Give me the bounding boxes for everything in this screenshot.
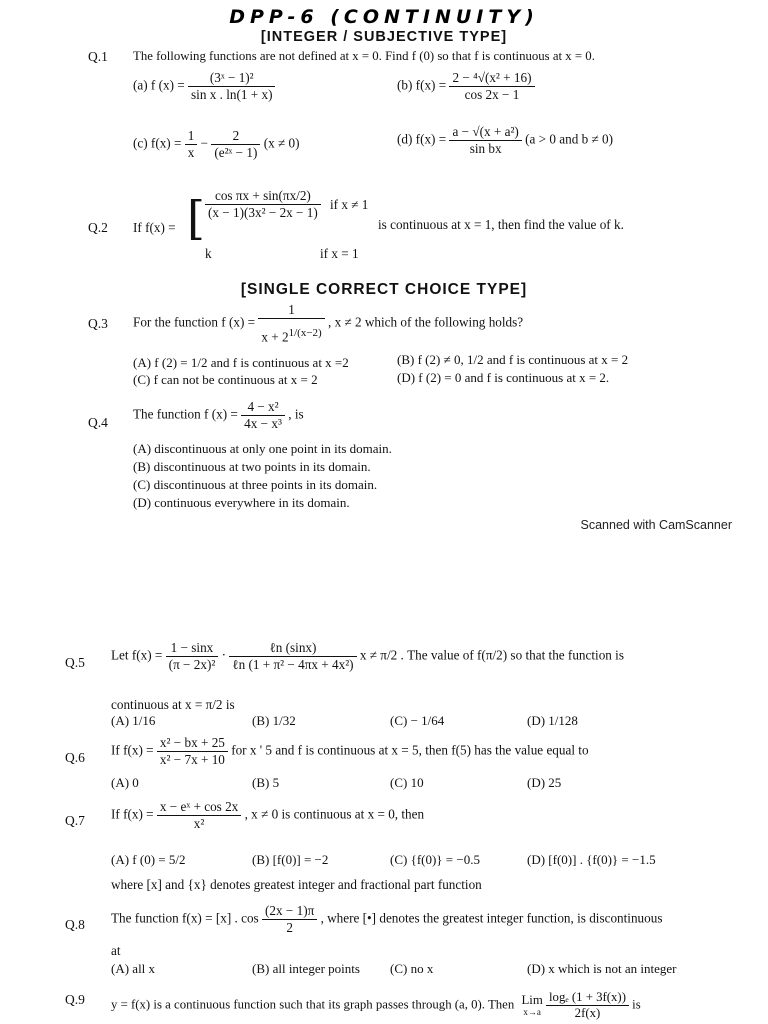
part-label: (d) f(x) = xyxy=(397,131,447,147)
numerator: x² − bx + 25 xyxy=(159,735,225,750)
question-number: Q.3 xyxy=(88,316,108,331)
q2-case1-condition: if x ≠ 1 xyxy=(330,197,369,212)
stem-text: y = f(x) is a continuous function such that its graph passes through (a, 0). Then xyxy=(111,997,515,1012)
stem-text: If f(x) = xyxy=(111,742,154,758)
denominator: 2 xyxy=(262,919,317,936)
fraction xyxy=(166,640,219,673)
numerator: 2 xyxy=(232,128,240,143)
numerator: (2x − 1)π xyxy=(265,903,315,918)
numerator: 1 xyxy=(288,302,295,317)
fraction xyxy=(211,128,260,161)
q2-k: k xyxy=(205,246,212,261)
option-c: (C) {f(0)} = −0.5 xyxy=(390,852,480,867)
stem-text: The function f(x) = [x] . cos xyxy=(111,910,259,926)
option-d: (D) continuous everywhere in its domain. xyxy=(133,495,350,510)
fraction xyxy=(229,640,356,673)
q1-part-d xyxy=(397,124,613,157)
question-number: Q.6 xyxy=(65,750,85,765)
numerator: (3ˣ − 1)² xyxy=(209,70,254,85)
denominator: cos 2x − 1 xyxy=(449,86,534,103)
denominator: sin x . ln(1 + x) xyxy=(188,86,275,103)
option-a: (A) all x xyxy=(111,961,156,976)
numerator: 4 − x² xyxy=(247,399,279,414)
stem-text: , x ≠ 2 which of the following holds? xyxy=(327,314,524,330)
option-b: (B) discontinuous at two points in its domain. xyxy=(133,459,371,474)
numerator: logₑ (1 + 3f(x)) xyxy=(549,990,626,1004)
stem-text: For the function f (x) = xyxy=(133,314,256,330)
option-a: (A) 1/16 xyxy=(111,713,156,728)
q2-case2-condition: if x = 1 xyxy=(320,246,359,261)
limit-operator xyxy=(521,994,542,1017)
numerator: 1 xyxy=(187,128,195,143)
option-c: (C) f can not be continuous at x = 2 xyxy=(133,372,318,387)
q6-stem xyxy=(111,735,589,768)
question-number: Q.8 xyxy=(65,917,85,932)
option-a: (A) discontinuous at only one point in its domain. xyxy=(133,441,392,456)
question-number: Q.7 xyxy=(65,813,85,828)
question-number: Q.5 xyxy=(65,655,85,670)
condition: (a > 0 and b ≠ 0) xyxy=(525,131,614,147)
option-a: (A) f (2) = 1/2 and f is continuous at x =2 xyxy=(133,355,349,370)
q5-line2: continuous at x = π/2 is xyxy=(111,697,235,712)
q1-part-a xyxy=(133,70,275,103)
minus-sign: − xyxy=(200,135,209,151)
question-number: Q.9 xyxy=(65,992,85,1007)
q3-stem xyxy=(133,302,523,345)
q2-lead: If f(x) = xyxy=(133,220,176,235)
option-a: (A) 0 xyxy=(111,775,139,790)
question-number: Q.2 xyxy=(88,220,108,235)
fraction xyxy=(241,399,285,432)
page-title: DPP-6 (CONTINUITY) xyxy=(229,6,539,28)
condition: (x ≠ 0) xyxy=(263,135,300,151)
dot-operator: · xyxy=(221,647,226,663)
fraction xyxy=(205,188,321,221)
fraction xyxy=(258,302,324,345)
stem-text: is xyxy=(632,997,641,1012)
part-label: (a) f (x) = xyxy=(133,77,185,93)
part-label: (c) f(x) = xyxy=(133,135,182,151)
option-c: (C) discontinuous at three points in its domain. xyxy=(133,477,378,492)
q8-stem xyxy=(111,903,662,936)
fraction xyxy=(185,128,198,161)
stem-text: , x ≠ 0 is continuous at x = 0, then xyxy=(244,806,425,822)
option-b: (B) [f(0)] = −2 xyxy=(252,852,329,867)
numerator: 2 − ⁴√(x² + 16) xyxy=(452,70,532,85)
question-number: Q.4 xyxy=(88,415,108,430)
numerator: 1 − sinx xyxy=(170,640,214,655)
section-heading-single-choice: [SINGLE CORRECT CHOICE TYPE] xyxy=(240,281,528,298)
denominator: x xyxy=(185,144,198,161)
part-label: (b) f(x) = xyxy=(397,77,447,93)
stem-text: The function f (x) = xyxy=(133,406,238,422)
q9-stem xyxy=(111,990,641,1021)
option-d: (D) f (2) = 0 and f is continuous at x = 2. xyxy=(397,370,610,385)
q2-case-fraction xyxy=(205,188,321,221)
fraction xyxy=(188,70,275,103)
condition: x ≠ π/2 xyxy=(359,647,398,663)
numerator: ℓn (sinx) xyxy=(269,640,317,655)
q7-stem xyxy=(111,799,424,832)
option-b: (B) 5 xyxy=(252,775,280,790)
fraction xyxy=(546,990,629,1021)
option-d: (D) 25 xyxy=(527,775,562,790)
numerator: a − √(x + a²) xyxy=(452,124,519,139)
option-b: (B) f (2) ≠ 0, 1/2 and f is continuous at x = 2 xyxy=(397,352,629,367)
fraction xyxy=(262,903,317,936)
stem-text: , is xyxy=(288,406,304,422)
scanner-watermark: Scanned with CamScanner xyxy=(580,518,732,532)
denominator: (π − 2x)² xyxy=(166,656,219,673)
exponent: 1/(x−2) xyxy=(288,327,322,339)
stem-text: If f(x) = xyxy=(111,806,154,822)
limit-word: Lim xyxy=(521,993,543,1007)
section-heading-integer: [INTEGER / SUBJECTIVE TYPE] xyxy=(260,29,508,45)
option-b: (B) all integer points xyxy=(252,961,360,976)
denominator: 2f(x) xyxy=(546,1005,629,1021)
numerator: x − eˣ + cos 2x xyxy=(159,799,239,814)
stem-text: for x ' 5 and f is continuous at x = 5, then f(5) has the value equal to xyxy=(231,742,589,758)
denominator: (e²ˣ − 1) xyxy=(211,144,260,161)
option-d: (D) x which is not an integer xyxy=(527,961,677,976)
q8-at: at xyxy=(111,943,121,958)
fraction xyxy=(449,124,521,157)
limit-subscript: x→a xyxy=(523,1007,541,1017)
option-b: (B) 1/32 xyxy=(252,713,296,728)
denominator: ℓn (1 + π² − 4πx + 4x²) xyxy=(229,656,356,673)
fraction xyxy=(157,735,228,768)
q7-note: where [x] and {x} denotes greatest integer and fractional part function xyxy=(111,877,482,892)
piecewise-brace: [ xyxy=(187,191,205,245)
fraction xyxy=(449,70,534,103)
denominator-base: x + 2 xyxy=(261,329,289,345)
stem-text: , where [•] denotes the greatest integer function, is discontinuous xyxy=(320,910,663,926)
option-c: (C) − 1/64 xyxy=(390,713,445,728)
option-a: (A) f (0) = 5/2 xyxy=(111,852,186,867)
denominator: (x − 1)(3x² − 2x − 1) xyxy=(205,204,321,221)
denominator: x² xyxy=(157,815,241,832)
q5-stem xyxy=(111,640,624,673)
q1-part-c xyxy=(133,128,300,161)
stem-text: Let f(x) = xyxy=(111,647,163,663)
denominator: x² − 7x + 10 xyxy=(157,751,228,768)
denominator: 4x − x³ xyxy=(241,415,285,432)
q2-tail: is continuous at x = 1, then find the value of k. xyxy=(378,217,624,232)
denominator xyxy=(258,318,324,345)
option-d: (D) [f(0)] . {f(0)} = −1.5 xyxy=(527,852,656,867)
numerator: cos πx + sin(πx/2) xyxy=(214,188,311,203)
option-c: (C) 10 xyxy=(390,775,424,790)
stem-text: . The value of f(π/2) so that the function is xyxy=(400,647,624,663)
q4-stem xyxy=(133,399,304,432)
fraction xyxy=(157,799,241,832)
option-d: (D) 1/128 xyxy=(527,713,578,728)
option-c: (C) no x xyxy=(390,961,434,976)
q1-part-b xyxy=(397,70,535,103)
denominator: sin bx xyxy=(449,140,521,157)
question-number: Q.1 xyxy=(88,49,108,64)
question-text: The following functions are not defined at x = 0. Find f (0) so that f is continuous at x = 0. xyxy=(133,49,595,63)
